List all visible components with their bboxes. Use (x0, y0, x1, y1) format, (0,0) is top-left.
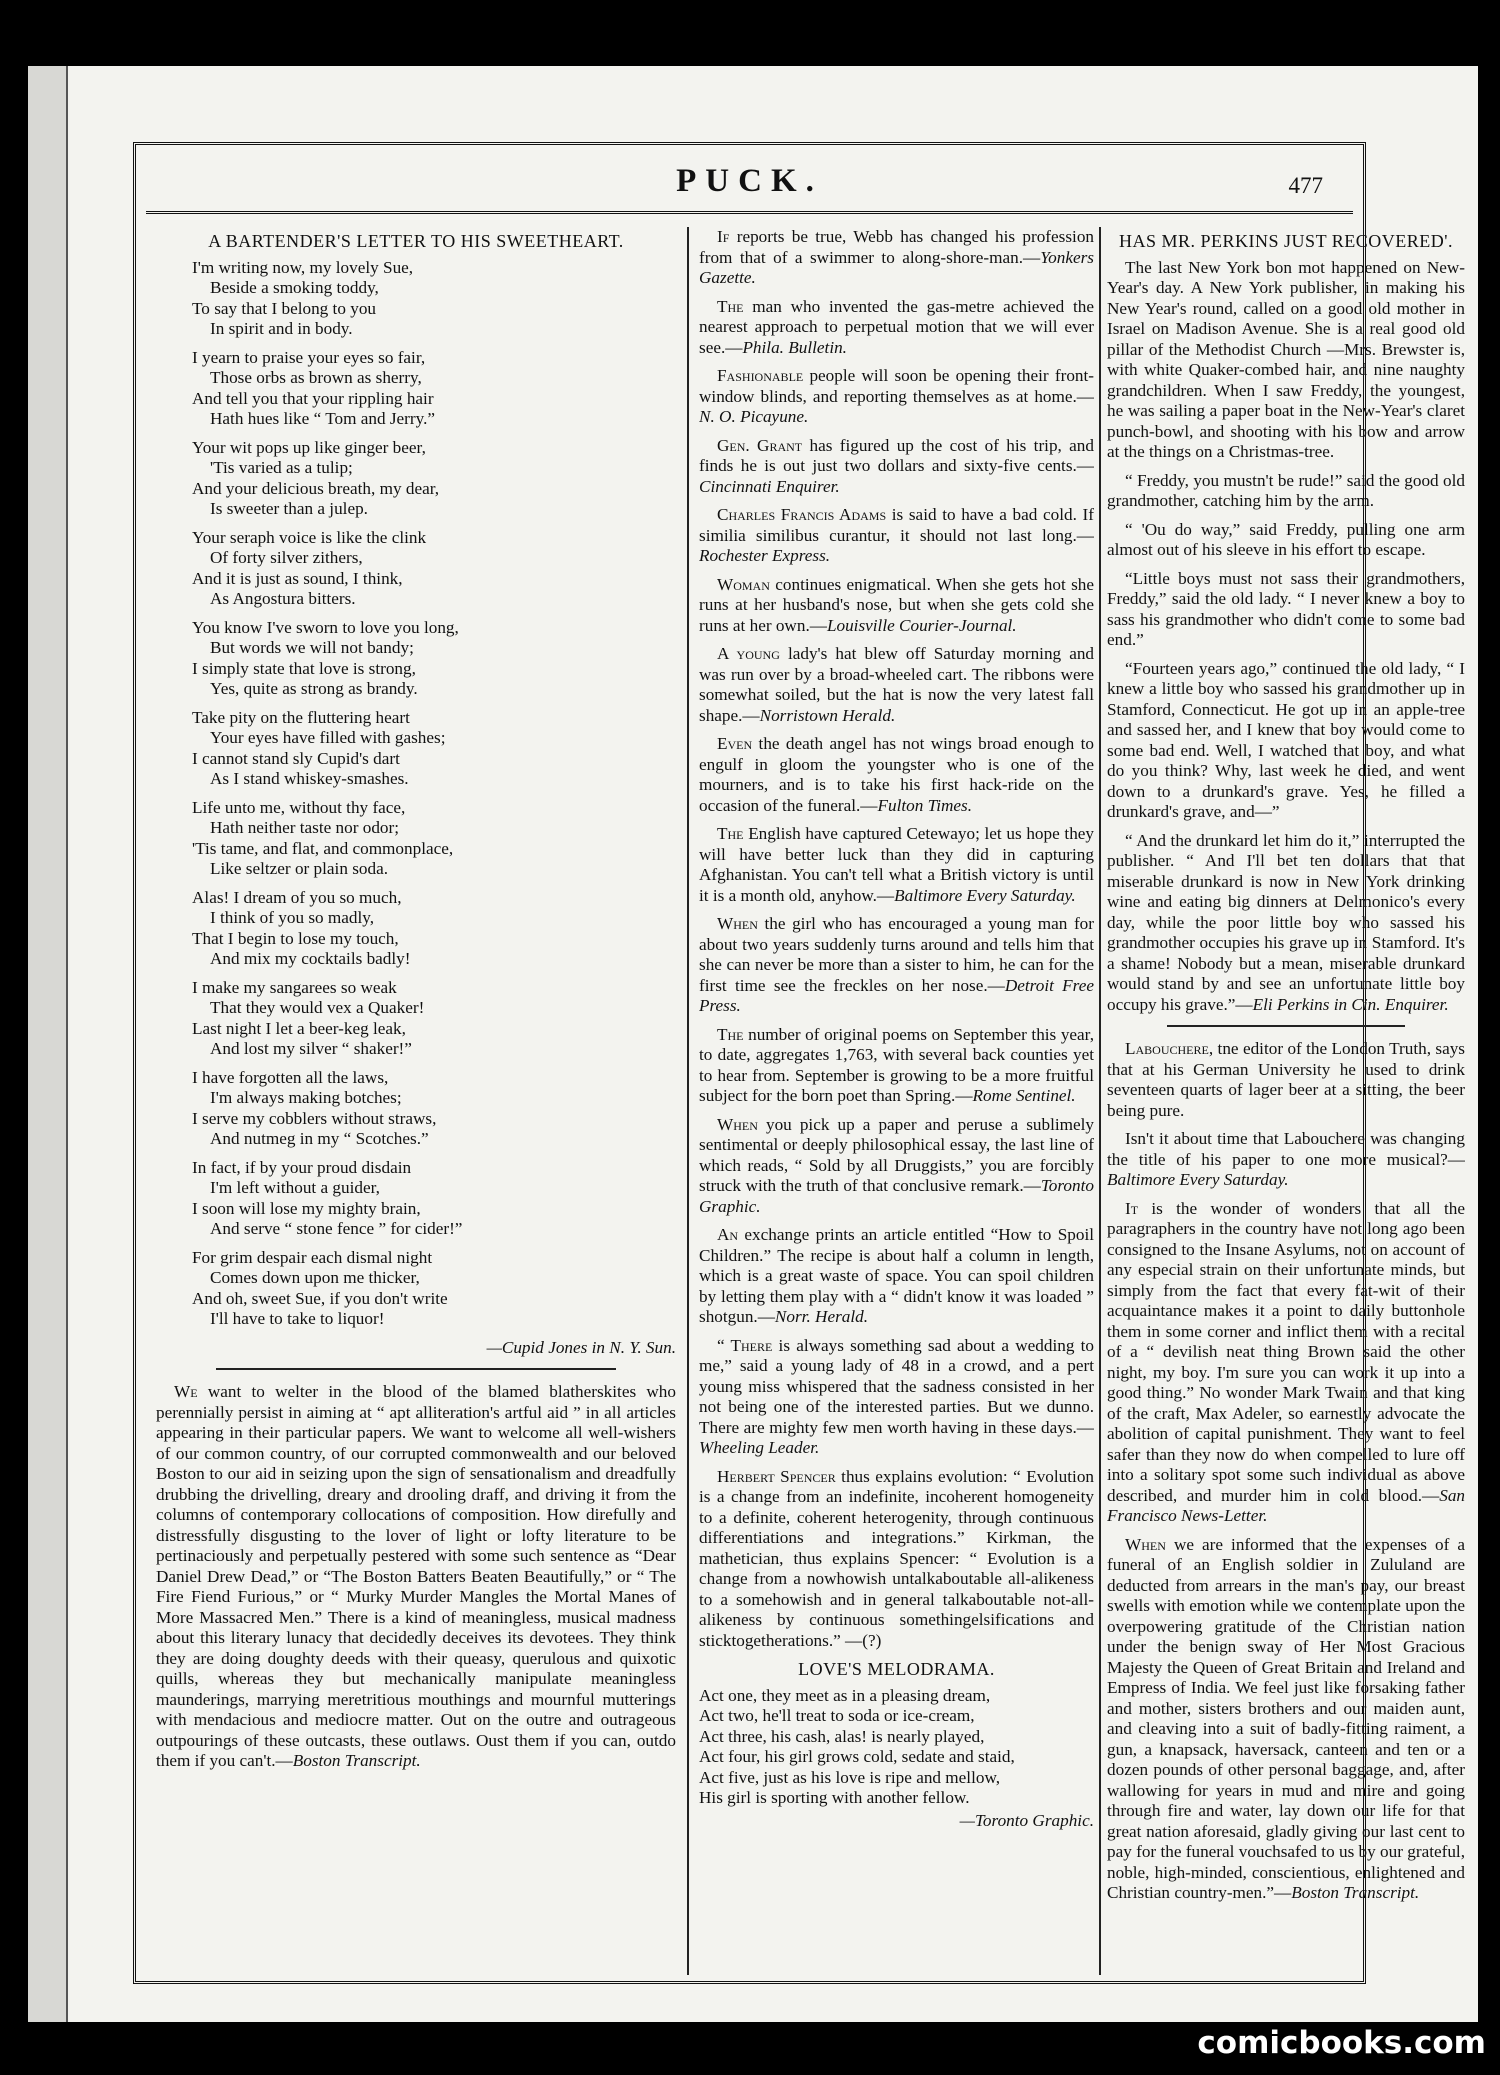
poem-line: And mix my cocktails badly! (210, 949, 411, 968)
paragraph-text: you pick up a paper and peruse a sublimely sentimental or deeply philosophical essay, the last line of which reads, “ Sold by all Druggists,” you are forcibly struck with the truth of that conclusive remark.— (699, 1114, 1094, 1195)
paragraph (1107, 520, 1465, 561)
source-credit: Rochester Express. (699, 546, 831, 565)
paragraph (699, 1225, 1094, 1328)
poem-heading: A BARTENDER'S LETTER TO HIS SWEETHEART. (208, 231, 624, 251)
poem-credit: —Cupid Jones in N. Y. Sun. (486, 1337, 676, 1357)
poem-stanza (192, 438, 676, 520)
poem-line: I'm always making botches; (210, 1088, 402, 1107)
paragraph (699, 227, 1094, 289)
poem-line: That I begin to lose my touch, (192, 928, 399, 948)
paragraph (699, 1467, 1094, 1652)
paragraph (1107, 659, 1465, 823)
page-number: 477 (1288, 173, 1323, 198)
paragraph (699, 297, 1094, 359)
paragraph-text: lady's hat blew off Saturday morning and was run over by a broad-wheeled cart. The ribbons were somewhat soiled, but the hat is now the very latest fall shape.— (699, 644, 1094, 725)
source-credit: Baltimore Every Saturday. (894, 885, 1076, 905)
paragraph (1107, 258, 1465, 463)
poem-line: Your seraph voice is like the clink (192, 527, 427, 547)
paragraph (699, 734, 1094, 816)
poem-line: And oh, sweet Sue, if you don't write (192, 1288, 448, 1308)
article-heading: HAS MR. PERKINS JUST RECOVERED'. (1119, 231, 1453, 251)
poem-line: Take pity on the fluttering heart (192, 707, 410, 727)
poem-stanza (192, 258, 676, 340)
poem-line: I have forgotten all the laws, (192, 1067, 389, 1087)
paragraph-text: “Fourteen years ago,” continued the old lady, “ I knew a little boy who sassed his grandmother up in Stamford, Connecticut. He got up in an apple-tree and sassed her, and I knew that boy would come to some bad end. Well, I watched that boy, and what do you think? Why, last week he died, and went down to a drunkard's grave. Yes, he filled a drunkard's grave, and—” (1107, 658, 1465, 821)
lead-word: Gen. Grant (717, 435, 803, 455)
source-credit: Cincinnati Enquirer. (699, 476, 840, 496)
paragraph (1107, 1535, 1465, 1904)
poem-line: I'll have to take to liquor! (210, 1309, 385, 1328)
lead-word: Fashionable (717, 366, 804, 385)
poem-line: But words we will not bandy; (210, 638, 414, 657)
source-credit: Yonkers Gazette. (699, 247, 1094, 287)
poem-line: Act four, his girl grows cold, sedate and staid, (699, 1747, 1015, 1766)
paragraph-text: continues enigmatical. When she gets hot she runs at her husband's nose, but when she gets cold she runs at her own.— (699, 574, 1094, 635)
poem-line: For grim despair each dismal night (192, 1247, 433, 1267)
paragraph-text: “ And the drunkard let him do it,” interrupted the publisher. “ And I'll bet ten dollars that that miserable drunkard is now in New York drinking wine and eating big dinners at Delmonico's every day, while the poor little boy who sassed his grandmother occupies his grave up in Stamford. It's a shame! Nobody but a mean, miserable drunkard would stand by and see an unfortunate little boy occupy his grave.”— (1107, 830, 1465, 1014)
poem-line: Like seltzer or plain soda. (210, 859, 389, 878)
paragraph (699, 1025, 1094, 1107)
paragraph (699, 1336, 1094, 1459)
poem-stanza (192, 888, 676, 970)
paragraph-text: the girl who has encouraged a young man for about two years suddenly turns around and tells him that she can never be more than a sister to him, he can for the first time see the freckles on her nose.— (699, 914, 1094, 995)
poem-line: Comes down upon me thicker, (210, 1268, 420, 1287)
poem-heading: LOVE'S MELODRAMA. (798, 1659, 995, 1679)
paragraph (699, 644, 1094, 726)
lead-word: Charles Francis Adams (717, 505, 887, 524)
paragraph-text: number of original poems on September this year, to date, aggregates 1,763, with several back counties yet to hear from. September is growing to be a more fruitful subject for the born poet than Spring.— (699, 1024, 1094, 1105)
poem-line: Is sweeter than a julep. (210, 499, 368, 518)
paragraph (699, 1115, 1094, 1218)
poem-line: I'm left without a guider, (210, 1178, 380, 1197)
poem-line: I simply state that love is strong, (192, 658, 416, 678)
paragraph (1107, 471, 1465, 512)
poem-line: As I stand whiskey-smashes. (210, 769, 409, 788)
lead-word: The (717, 296, 744, 316)
poem-line: To say that I belong to you (192, 298, 377, 318)
lead-word: Labouchere, (1125, 1039, 1214, 1058)
masthead-title: PUCK. (676, 163, 823, 199)
paragraph-text: English have captured Cetewayo; let us hope they will have better luck than they did in capturing Afghanistan. You can't tell what a British victory is until it is a month old, anyhow.— (699, 824, 1094, 905)
paragraph-text: Isn't it about time that Labouchere was changing the title of his paper to one more musical?— (1107, 1129, 1465, 1169)
poem-body (699, 1686, 1094, 1809)
paragraph-text: “ Freddy, you mustn't be rude!” said the good old grandmother, catching him by the arm. (1107, 470, 1465, 510)
poem-line: Your wit pops up like ginger beer, (192, 437, 426, 457)
poem-line: Hath neither taste nor odor; (210, 818, 400, 837)
poem-line: Act two, he'll treat to soda or ice-cream, (699, 1706, 975, 1725)
lead-word: When (717, 1114, 758, 1134)
paragraph (699, 824, 1094, 906)
poem-stanza (192, 1158, 676, 1240)
lead-word: It (1125, 1198, 1139, 1218)
poem-line: And serve “ stone fence ” for cider!” (210, 1219, 463, 1238)
source-credit: Detroit Free Press. (699, 975, 1094, 1015)
header-rule (146, 211, 1353, 214)
paragraph (1107, 1129, 1465, 1191)
paragraph (699, 505, 1094, 567)
poem-line: Act five, just as his love is ripe and mellow, (699, 1767, 1001, 1787)
paragraph-text: reports be true, Webb has changed his profession from that of a swimmer to along-shore-man.— (699, 227, 1094, 267)
source-credit: Phila. Bulletin. (742, 337, 847, 357)
page-frame (133, 142, 1465, 1984)
paragraph (699, 366, 1094, 428)
poem-line: In fact, if by your proud disdain (192, 1157, 412, 1177)
page-spine (28, 66, 68, 2022)
poem-line: I think of you so madly, (210, 908, 375, 927)
poem-line: 'Tis varied as a tulip; (210, 458, 353, 477)
paragraph-text: the death angel has not wings broad enough to engulf in gloom the youngster who is one of the mourners, and is to take his first hack-ride on the occasion of the funeral.— (699, 734, 1094, 815)
magazine-page (28, 66, 1478, 2022)
lead-word: When (1125, 1534, 1166, 1554)
paragraph (1107, 831, 1465, 1016)
paragraph-text: tne editor of the London Truth, says that at his German University he used to drink seventeen quarts of lager beer at a sitting, the beer being pure. (1107, 1039, 1465, 1120)
poem-line: I cannot stand sly Cupid's dart (192, 748, 400, 768)
poem-line: I serve my cobblers without straws, (192, 1108, 437, 1128)
poem-line: You know I've sworn to love you long, (192, 617, 459, 637)
poem-line: Beside a smoking toddy, (210, 278, 379, 297)
page-header (136, 159, 1363, 209)
poem-line: Alas! I dream of you so much, (192, 887, 402, 907)
source-credit: Norristown Herald. (759, 705, 896, 725)
paragraph-text: exchange prints an article entitled “How to Spoil Children.” The recipe is about half a column in length, which is a great waste of space. You can spoil children by letting them play with a “ didn't know it was loaded ” shotgun.— (699, 1225, 1094, 1326)
poem-credit: —Toronto Graphic. (959, 1810, 1094, 1830)
source-credit: Toronto Graphic. (699, 1176, 1094, 1216)
paragraph (699, 575, 1094, 637)
lead-word: Herbert Spencer (717, 1466, 836, 1486)
source-credit: Louisville Courier-Journal. (826, 615, 1017, 635)
source-credit: Boston Transcript. (1291, 1883, 1420, 1902)
poem-stanza (192, 1248, 676, 1330)
lead-word: We (174, 1382, 198, 1401)
paragraph-text: “ 'Ou do way,” said Freddy, pulling one arm almost out of his sleeve in his effort to escape. (1107, 519, 1465, 559)
source-credit: Boston Transcript. (292, 1751, 421, 1770)
source-credit: Eli Perkins in Cin. Enquirer. (1252, 994, 1449, 1014)
source-credit: Baltimore Every Saturday. (1107, 1170, 1289, 1189)
poem-stanza (192, 528, 676, 610)
poem-line: In spirit and in body. (210, 319, 353, 338)
poem-line: That they would vex a Quaker! (210, 998, 425, 1017)
source-credit: Fulton Times. (877, 795, 973, 815)
poem-stanza (192, 798, 676, 880)
poem-line: I'm writing now, my lovely Sue, (192, 257, 414, 277)
poem-stanza (192, 618, 676, 700)
poem-line: And lost my silver “ shaker!” (210, 1039, 412, 1058)
lead-word: When (717, 914, 758, 933)
paragraph (699, 436, 1094, 498)
paragraph-text: is said to have a bad cold. If similia similibus curantur, it should not last long.— (699, 505, 1094, 545)
paragraph-text: is always something sad about a wedding to me,” said a young lady of 48 in a crowd, and a pert young miss whispered that the sadness consisted in her not being one of the interested parties. But we dunno. There are mighty few men worth having in these days.— (699, 1335, 1094, 1437)
poem-line: I make my sangarees so weak (192, 977, 397, 997)
poem-line: And nutmeg in my “ Scotches.” (210, 1129, 429, 1148)
poem-line: Act three, his cash, alas! is nearly played, (699, 1726, 985, 1746)
watermark: comicbooks.com (1197, 2025, 1486, 2061)
poem-line: Of forty silver zithers, (210, 548, 363, 567)
lead-word: The (717, 824, 744, 843)
column-divider (1099, 227, 1101, 1975)
poem-line: Your eyes have filled with gashes; (210, 728, 446, 747)
paragraph (156, 1382, 676, 1772)
paragraph (1107, 569, 1465, 651)
poem-line: And it is just as sound, I think, (192, 568, 403, 588)
paragraph-text: “Little boys must not sass their grandmothers, Freddy,” said the old lady. “ I never knew a boy to sass his grandmother who didn't come to some bad end.” (1107, 568, 1465, 649)
poem-line: Those orbs as brown as sherry, (210, 368, 422, 387)
lead-word: The (717, 1024, 744, 1044)
column-divider (687, 227, 689, 1975)
poem-line: Last night I let a beer-keg leak, (192, 1018, 406, 1038)
poem-stanza (192, 708, 676, 790)
poem-line: As Angostura bitters. (210, 589, 356, 608)
poem-line: And your delicious breath, my dear, (192, 478, 440, 498)
poem-line: His girl is sporting with another fellow. (699, 1788, 970, 1807)
source-credit: Norr. Herald. (774, 1307, 869, 1326)
source-credit: Rome Sentinel. (972, 1086, 1076, 1105)
poem-line: Yes, quite as strong as brandy. (210, 679, 418, 698)
paragraph-text: has figured up the cost of his trip, and finds he is out just two dollars and sixty-five cents.— (699, 435, 1094, 475)
paragraph-text: thus explains evolution: “ Evolution is a change from an indefinite, incoherent homogeneity to a definite, coherent heterogenity, through continuous differentiations and integrations.” Kirkman, the mathetician, thus explains Spencer: “ Evolution is a change from a nowhowish untalkaboutable all-alikeness to a somehowish and in general talkaboutable not-all-alikeness by continuous somethingelsifications and sticktogetherations.” —(?) (699, 1466, 1094, 1650)
poem-line: I yearn to praise your eyes so fair, (192, 347, 426, 367)
poem-line: Act one, they meet as in a pleasing dream, (699, 1685, 991, 1705)
source-credit: Wheeling Leader. (699, 1438, 820, 1457)
lead-word: An (717, 1225, 739, 1244)
poem-stanza (192, 978, 676, 1060)
paragraph (699, 914, 1094, 1017)
lead-word: A young (717, 644, 780, 663)
paragraph-text: want to welter in the blood of the blamed blatherskites who perennially persist in aiming at “ apt alliteration's artful aid ” in all articles appearing in their particular papers. We want to welcome all well-wishers of our common country, of our corrupted commonwealth and our beloved Boston to our aid in seizing upon the sign of sensationalism and dreadfully drubbing the drivelling, dreary and drooling draff, and driving it from the columns of contemporary collocations of composition. How direfully and distressfully disgusting to the lover of light or lofty literature to be pertinaciously and perpetually pestered with some such sentence as “Dear Daniel Drew Dead,” or “The Boston Batters Beaten Beautifully,” or “ The Fire Fiend Furious,” or “ Murky Murder Mangles the Mortal Manes of More Massacred Men.” There is a kind of meaningless, musical madness about this literary lunacy that decidedly deceives its devotees. They think they are doing doughty deeds with their queasy, querulous and quixotic quills, whereas they but mechanically manipulate meaningless maunderings, marrying meretritious mouthings and mournful mutterings with mendacious and mediocre matter. Out on the outre and outrageous outpourings of these outcasts, these outlaws. Oust them if you can, outdo them if you can't.— (156, 1382, 676, 1770)
paragraph-text: people will soon be opening their front-window blinds, and reporting themselves as at home.— (699, 366, 1094, 406)
poem-body (192, 258, 676, 1330)
paragraph (1107, 1199, 1465, 1527)
poem-line: I soon will lose my mighty brain, (192, 1198, 421, 1218)
paragraph-text: The last New York bon mot happened on New-Year's day. A New York publisher, in making his New Year's round, called on a good old mother in Israel on Madison Avenue. She is a real good old pillar of the Methodist Church —Mrs. Brewster is, with white Quaker-combed hair, and nine naughty grandchildren. When I saw Freddy, the youngest, he was sailing a paper boat in the New-Year's claret punch-bowl, and shooting with his bow and arrow at the things on a Christmas-tree. (1107, 257, 1465, 461)
poem-line: Hath hues like “ Tom and Jerry.” (210, 409, 436, 428)
paragraph-text: we are informed that the expenses of a funeral of an English soldier in Zululand are deducted from arrears in the man's pay, our breast swells with emotion while we contemplate upon the overpowering gratitude of the Christian nation under the benign sway of Her Most Gracious Majesty the Queen of Great Britain and Ireland and Empress of India. We feel just like forsaking father and mother, sisters brothers and our maiden aunt, and cleaving into a suit of badly-fitting raiment, a gun, a knapsack, haversack, canteen and ten or a dozen pounds of other personal baggage, and, after wallowing for years in mud and mire and going through fire and water, lay down our life for that great nation aforesaid, gladly giving our last cent to pay for the funeral vouchsafed to us by our grateful, noble, high-minded, conscientious, enlightened and Christian country-men.”— (1107, 1534, 1465, 1902)
poem-line: Life unto me, without thy face, (192, 797, 406, 817)
column-3 (1107, 227, 1465, 1973)
column-1 (156, 227, 676, 1973)
divider-rule (1167, 1025, 1405, 1027)
poem-stanza (192, 348, 676, 430)
divider-rule (216, 1368, 616, 1370)
source-credit: N. O. Picayune. (699, 407, 809, 426)
lead-word: Woman (717, 574, 770, 594)
paragraph-text: man who invented the gas-metre achieved the nearest approach to perpetual motion that we will ever see.— (699, 296, 1094, 357)
source-credit: San Francisco News-Letter. (1107, 1485, 1465, 1525)
column-2 (699, 227, 1094, 1973)
paragraph-text: is the wonder of wonders that all the paragraphers in the country have not long ago been consigned to the Insane Asylums, not on account of any especial strain on their unfortunate minds, but simply from the fact that every fat-wit of their acquaintance makes it a point to daily buttonhole them in some corner and inflict them with a recital of a “ devilish neat thing Brown said the other night, my boy. I'm sure you can work it up into a good thing.” No wonder Mark Twain and that king of the craft, Max Adeler, so earnestly advocate the abolition of capital punishment. They want to feel safer than they now do when compelled to lure off into a solitary spot some such individual as above described, and murder him in cold blood.— (1107, 1198, 1465, 1505)
lead-word: If (717, 227, 730, 246)
paragraph (1107, 1039, 1465, 1121)
lead-word: Even (717, 734, 753, 753)
poem-stanza (192, 1068, 676, 1150)
poem-line: 'Tis tame, and flat, and commonplace, (192, 838, 454, 858)
lead-word: “ There (717, 1335, 773, 1355)
poem-line: And tell you that your rippling hair (192, 388, 434, 408)
